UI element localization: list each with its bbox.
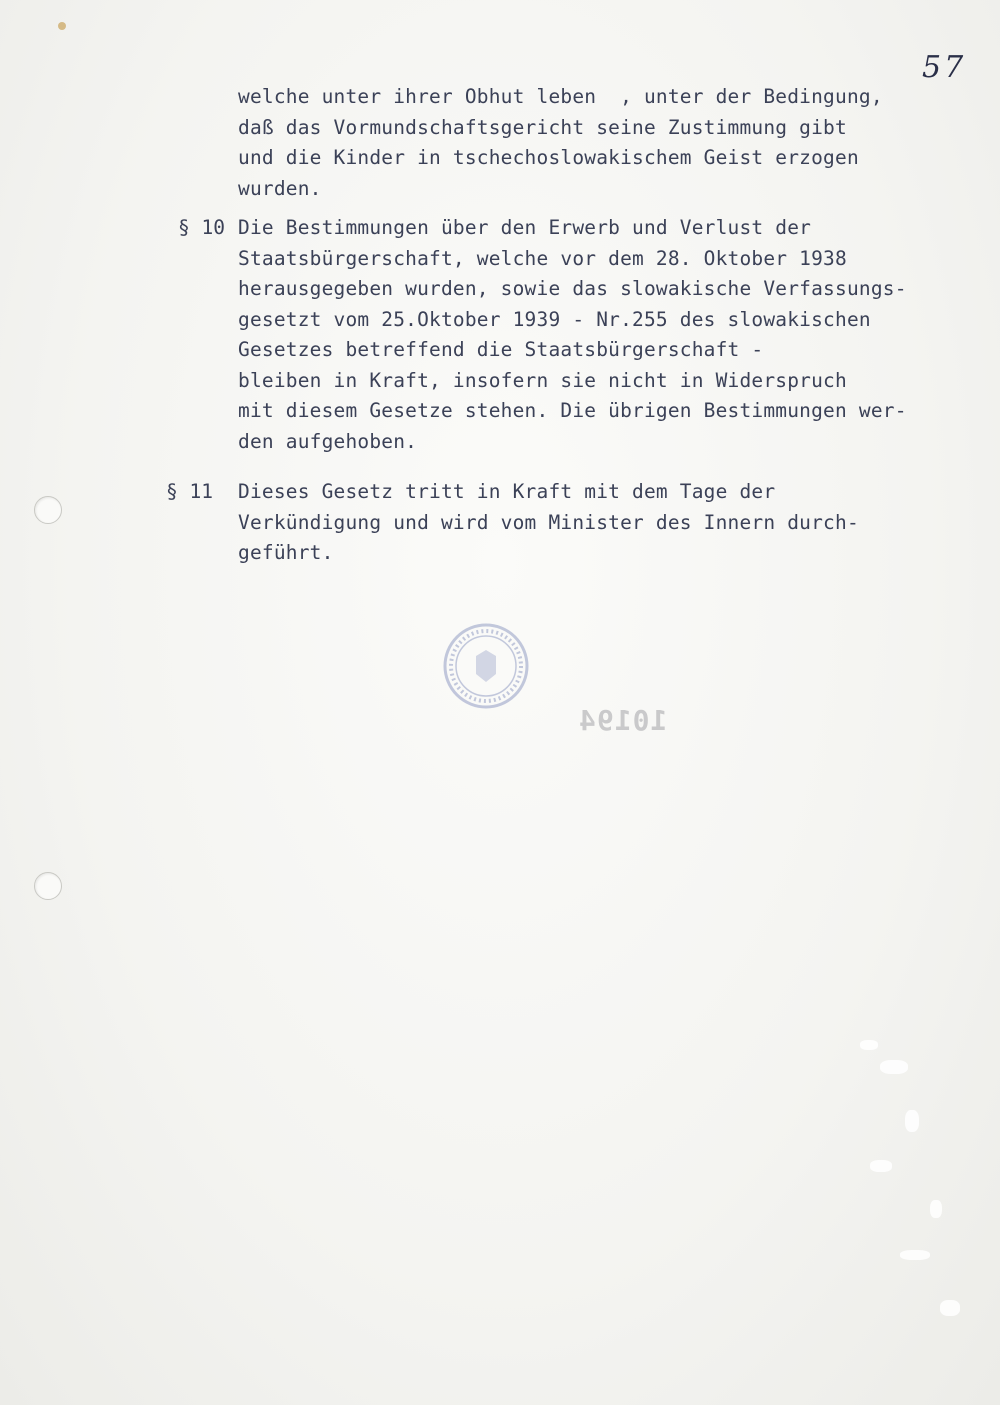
text-line: daß das Vormundschaftsgericht seine Zustimmung gibt xyxy=(238,115,847,139)
continuation-paragraph xyxy=(238,82,938,204)
text-line: und die Kinder in tschechoslowakischem Geist erzogen xyxy=(238,146,859,169)
section-11-label: § 11 xyxy=(166,480,213,503)
seal-emblem-icon xyxy=(442,622,530,710)
text-line: Gesetzes betreffend die Staatsbürgerschaft - xyxy=(238,338,764,361)
text-line: den aufgehoben. xyxy=(238,429,418,453)
paper-wear xyxy=(940,1300,960,1316)
text-line: herausgegeben wurden, sowie das slowakische Verfassungs- xyxy=(238,277,907,300)
official-seal xyxy=(442,622,530,710)
page-number: 57 xyxy=(922,50,967,85)
text-line: bleiben in Kraft, insofern sie nicht in Widerspruch xyxy=(238,368,847,392)
text-line: geführt. xyxy=(238,541,334,564)
punch-hole-bottom xyxy=(34,872,62,900)
paper-wear xyxy=(930,1200,942,1218)
punch-hole-top xyxy=(34,496,62,524)
paper-wear xyxy=(880,1060,908,1074)
text-line: Die Bestimmungen über den Erwerb und Verlust der xyxy=(238,216,812,239)
section-10-body xyxy=(238,213,938,457)
section-10-label: § 10 xyxy=(178,216,225,239)
text-line: welche unter ihrer Obhut leben , unter der Bedingung, xyxy=(238,85,883,108)
paper-wear xyxy=(900,1250,930,1260)
paper-wear xyxy=(860,1040,878,1050)
paper-wear xyxy=(905,1110,919,1132)
paper-wear xyxy=(870,1160,892,1172)
text-line: Dieses Gesetz tritt in Kraft mit dem Tage der xyxy=(238,480,776,503)
paper-stain xyxy=(58,22,66,30)
text-line: Verkündigung und wird vom Minister des Innern durch- xyxy=(238,510,859,534)
text-line: mit diesem Gesetze stehen. Die übrigen Bestimmungen wer- xyxy=(238,399,907,422)
text-line: Staatsbürgerschaft, welche vor dem 28. Oktober 1938 xyxy=(238,246,847,270)
text-line: wurden. xyxy=(238,176,322,200)
bleed-through-number: 10194 xyxy=(578,704,668,737)
section-11-body xyxy=(238,477,938,569)
text-line: gesetzt vom 25.Oktober 1939 - Nr.255 des slowakischen xyxy=(238,307,871,331)
